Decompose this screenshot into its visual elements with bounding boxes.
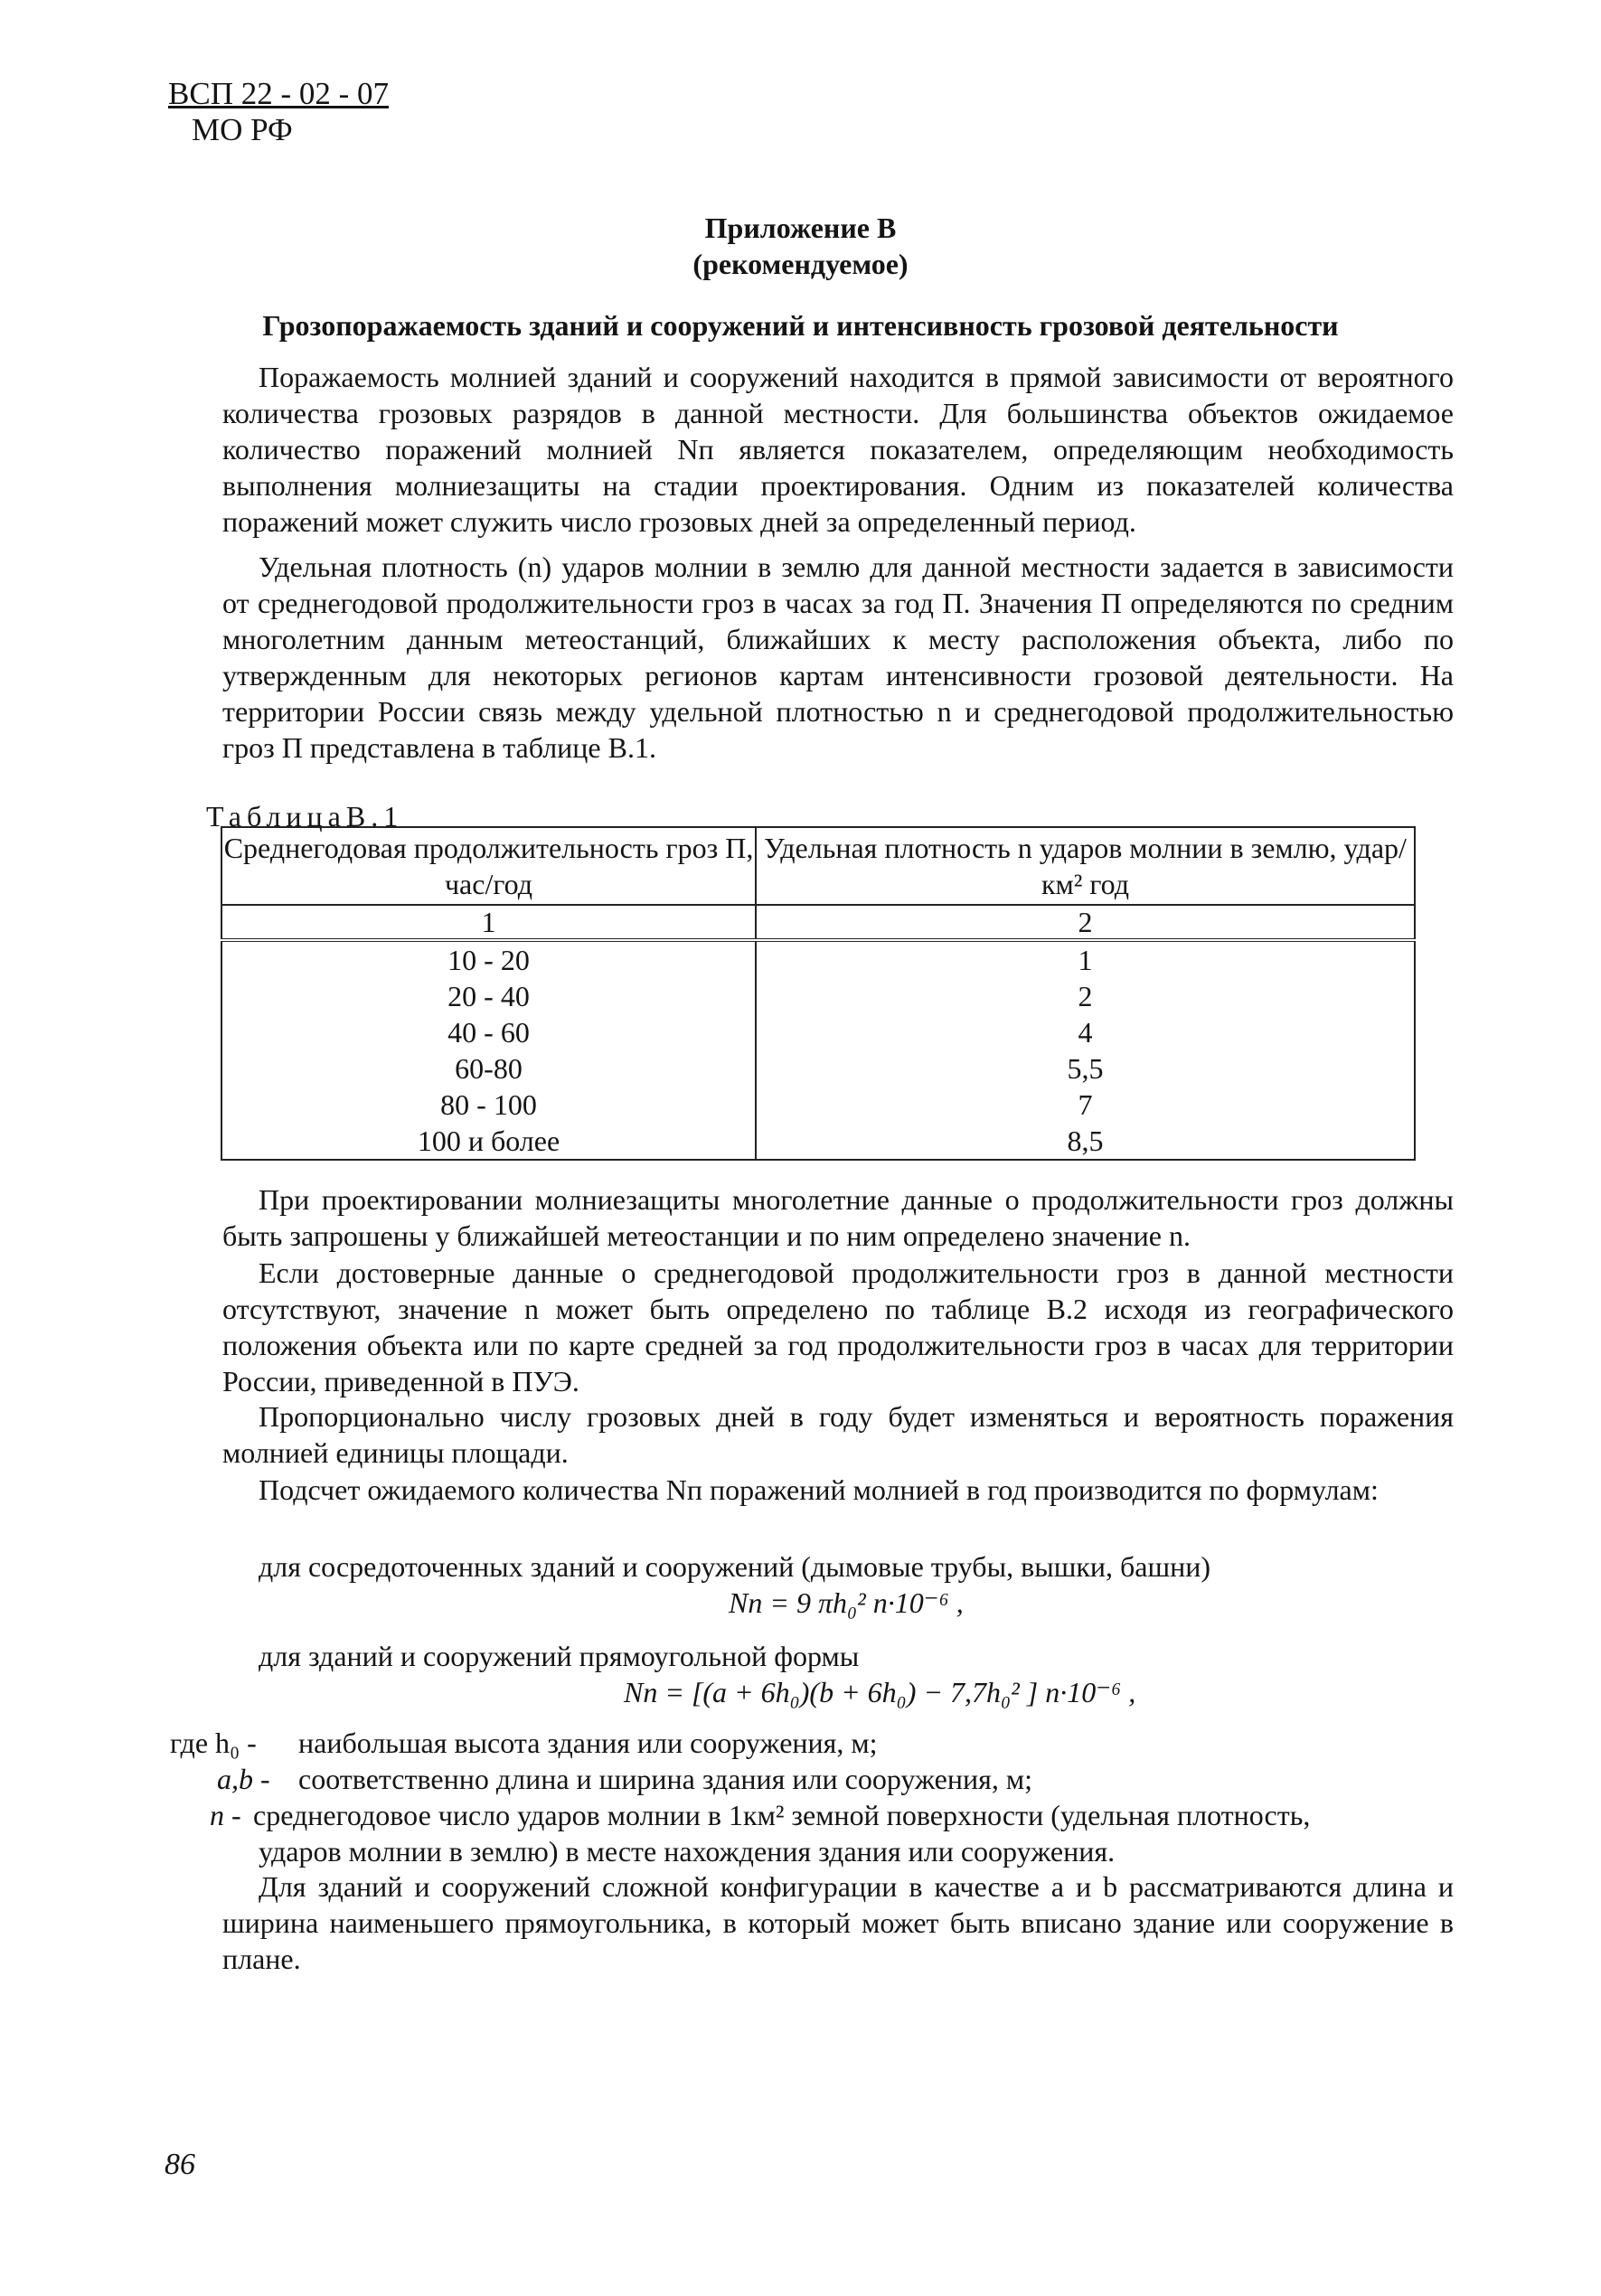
definition-h0-symbol: где h₀ - — [170, 1727, 257, 1759]
table-row — [221, 940, 1415, 978]
paragraph-proportional: Пропорционально числу грозовых дней в году будет изменяться и вероятность поражения молнией единицы площади. — [222, 1400, 1454, 1469]
paragraph-design-data: При проектировании молниезащиты многолетние данные о продолжительности гроз должны быть запрошены у ближайшей метеостанции и по ним определено значение n. — [222, 1183, 1454, 1252]
paragraph-specific-density: Удельная плотность (n) ударов молнии в землю для данной местности задается в зависимости от среднегодовой продолжительности гроз в часах за год П. Значения П определяются по средним многолетним данным метеостанций, ближайших к месту расположения объекта, либо по утвержденным для некоторых регионов картам интенсивности грозовой деятельности. На территории России связь между удельной плотностью n и среднегодовой продолжительностью гроз П представлена в таблице В.1. — [222, 550, 1454, 764]
definition-n-text-continued: ударов молнии в землю) в месте нахождения здания или сооружения. — [259, 1835, 1116, 1868]
table-cell-density: 8,5 — [756, 1123, 1415, 1160]
definition-ab-symbol: a,b - — [217, 1763, 270, 1795]
paragraph-lightning-damage: Поражаемость молнией зданий и сооружений находится в прямой зависимости от вероятного количества грозовых разрядов в данной местности. Для большинства объектов ожидаемое количество поражений молнией Nп является показателем, определяющим необходимость выполнения молниезащиты на стадии проектирования. Одним из показателей количества поражений может служить число грозовых дней за определенный период. — [222, 361, 1454, 538]
table-column-number: 2 — [756, 905, 1415, 940]
definition-h0-text: наибольшая высота здания или сооружения, м; — [298, 1727, 878, 1759]
table-row — [221, 1087, 1415, 1123]
table-cell-duration: 10 - 20 — [221, 940, 756, 978]
document-code: ВСП 22 - 02 - 07 — [168, 76, 390, 111]
section-heading: Грозопоражаемость зданий и сооружений и интенсивность грозовой деятельности — [262, 309, 1339, 342]
formula-rectangular: Nп = [(a + 6h₀)(b + 6h₀) − 7,7h₀² ] n·10⁻⁶ , — [624, 1676, 1136, 1708]
table-row — [221, 1050, 1415, 1087]
table-cell-duration: 40 - 60 — [221, 1014, 756, 1050]
table-b1 — [221, 826, 1416, 1161]
appendix-subtitle: (рекомендуемое) — [692, 248, 909, 280]
table-header-density: Удельная плотность n ударов молнии в землю, удар/км² год — [756, 827, 1415, 905]
formula-label-concentrated: для сосредоточенных зданий и сооружений (дымовые трубы, вышки, башни) — [259, 1550, 1211, 1583]
table-row — [221, 1014, 1415, 1050]
table-cell-duration: 60-80 — [221, 1050, 756, 1087]
table-cell-density: 5,5 — [756, 1050, 1415, 1087]
table-cell-density: 7 — [756, 1087, 1415, 1123]
table-row — [221, 1123, 1415, 1160]
paragraph-calculation: Подсчет ожидаемого количества Nп поражений молнией в год производится по формулам: — [259, 1473, 1379, 1506]
definition-ab-text: соответственно длина и ширина здания или сооружения, м; — [298, 1763, 1032, 1795]
table-cell-duration: 100 и более — [221, 1123, 756, 1160]
table-cell-density: 1 — [756, 940, 1415, 978]
table-header-duration: Среднегодовая продолжительность гроз П, час/год — [221, 827, 756, 905]
document-org: МО РФ — [192, 112, 293, 147]
table-cell-duration: 20 - 40 — [221, 978, 756, 1014]
page-number: 86 — [165, 2148, 195, 2181]
table-column-number: 1 — [221, 905, 756, 940]
formula-label-rectangular: для зданий и сооружений прямоугольной формы — [259, 1640, 860, 1672]
paragraph-complex-configuration: Для зданий и сооружений сложной конфигурации в качестве a и b рассматриваются длина и ширина наименьшего прямоугольника, в который может быть вписано здание или сооружение в плане. — [222, 1870, 1454, 1975]
definition-n-symbol: n - — [210, 1799, 241, 1831]
table-caption: ТаблицаВ.1 — [206, 800, 404, 833]
table-cell-density: 4 — [756, 1014, 1415, 1050]
table-cell-density: 2 — [756, 978, 1415, 1014]
appendix-title: Приложение В — [704, 212, 897, 244]
table-cell-duration: 80 - 100 — [221, 1087, 756, 1123]
formula-concentrated: Nп = 9 πh₀² n·10⁻⁶ , — [729, 1586, 964, 1619]
table-row — [221, 978, 1415, 1014]
paragraph-missing-data: Если достоверные данные о среднегодовой продолжительности гроз в данной местности отсутствуют, значение n может быть определено по таблице В.2 исходя из географического положения объекта или по карте средней за год продолжительности гроз в часах для территории России, приведенной в ПУЭ. — [222, 1256, 1454, 1397]
definition-n-text: среднегодовое число ударов молнии в 1км² земной поверхности (удельная плотность, — [253, 1799, 1311, 1831]
